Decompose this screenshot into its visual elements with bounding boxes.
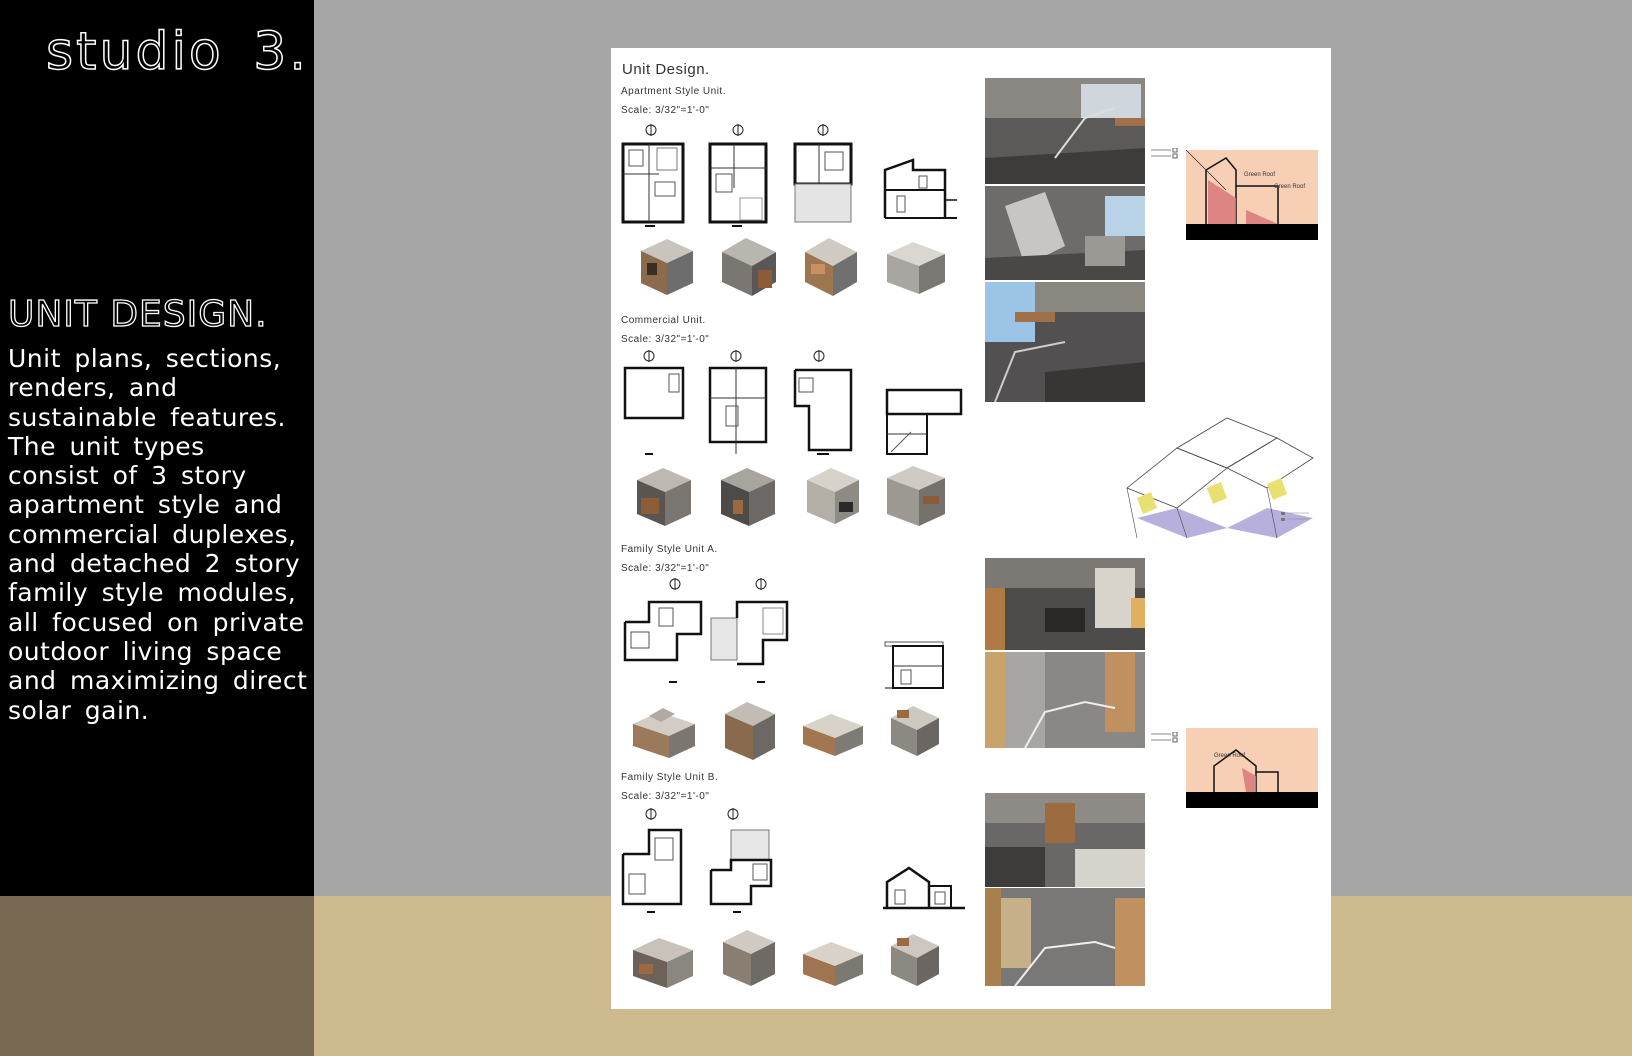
isometric-model-commercial-1: [631, 462, 695, 530]
isometric-model-family-b-4: [887, 928, 943, 990]
section-family-a-title: Family Style Unit A.: [621, 544, 718, 555]
interior-render-family-b-2: [985, 888, 1145, 986]
interior-render-apartment-2: [985, 186, 1145, 280]
solar-section-diagram-2: [1186, 728, 1318, 808]
isometric-model-family-a-2: [721, 696, 779, 764]
floor-plan-family-b-level-2: [707, 808, 777, 918]
interior-render-family-a-1: [985, 558, 1145, 650]
section-drawing-family-b: [881, 864, 967, 914]
floor-plan-family-a-level-1: [619, 578, 703, 686]
diagram-label-1b: Green Roof: [1274, 184, 1306, 190]
section-drawing-commercial: [881, 386, 963, 458]
interior-render-apartment-1: [985, 78, 1145, 184]
isometric-model-commercial-3: [801, 462, 863, 528]
section-description: Unit plans, sections, renders, and sustainable features. The unit types consist of 3 story apartment style and commercial duplexes, and detached 2 story family style modules, all focused on private outdoor living space and maximizing direct solar gain.: [8, 344, 308, 725]
isometric-model-apartment-4: [883, 236, 949, 298]
section-drawing-apartment: [883, 156, 959, 222]
isometric-model-commercial-2: [715, 462, 779, 530]
section-commercial-scale: Scale: 3/32"=1'-0": [621, 334, 710, 345]
isometric-model-apartment-1: [633, 233, 697, 299]
interior-render-family-a-2: [985, 652, 1145, 748]
isometric-model-apartment-3: [799, 230, 863, 300]
presentation-sheet: [611, 48, 1331, 1009]
legend-key-1: [1151, 148, 1181, 162]
floor-plan-apartment-level-1: [619, 124, 691, 230]
section-family-b-title: Family Style Unit B.: [621, 772, 719, 783]
floor-plan-family-a-level-2: [707, 578, 791, 686]
isometric-model-family-b-1: [629, 928, 697, 992]
floor-plan-family-b-level-1: [619, 808, 689, 918]
sidebar-floor: [0, 896, 314, 1056]
isometric-model-family-a-4: [887, 700, 943, 760]
section-drawing-family-a: [881, 638, 947, 694]
site-isometric-diagram: [1117, 408, 1317, 550]
isometric-model-family-a-1: [629, 700, 699, 762]
section-family-b-scale: Scale: 3/32"=1'-0": [621, 791, 710, 802]
studio-title: studio 3.: [46, 22, 309, 82]
diagram-label-2: Green Roof: [1214, 753, 1246, 759]
isometric-model-apartment-2: [716, 230, 782, 300]
interior-render-family-b-1: [985, 793, 1145, 887]
floor-plan-commercial-level-2: [706, 350, 778, 460]
legend-key-2: [1151, 732, 1181, 746]
isometric-model-commercial-4: [883, 462, 947, 530]
section-apartment-scale: Scale: 3/32"=1'-0": [621, 105, 710, 116]
isometric-model-family-b-2: [719, 924, 779, 990]
section-family-a-scale: Scale: 3/32"=1'-0": [621, 563, 710, 574]
interior-render-apartment-3: [985, 282, 1145, 402]
floor-plan-commercial-level-1: [619, 350, 691, 460]
section-commercial-title: Commercial Unit.: [621, 315, 706, 326]
floor-plan-commercial-level-3: [791, 350, 863, 460]
floor-plan-apartment-level-3: [791, 124, 863, 230]
sheet-title: Unit Design.: [622, 61, 710, 78]
section-heading: UNIT DESIGN.: [8, 294, 268, 335]
section-apartment-title: Apartment Style Unit.: [621, 86, 726, 97]
diagram-label-1a: Green Roof: [1244, 172, 1276, 178]
solar-section-diagram-1: [1186, 150, 1318, 240]
isometric-model-family-a-3: [799, 708, 867, 760]
isometric-model-family-b-3: [799, 936, 867, 990]
floor-plan-apartment-level-2: [706, 124, 778, 230]
